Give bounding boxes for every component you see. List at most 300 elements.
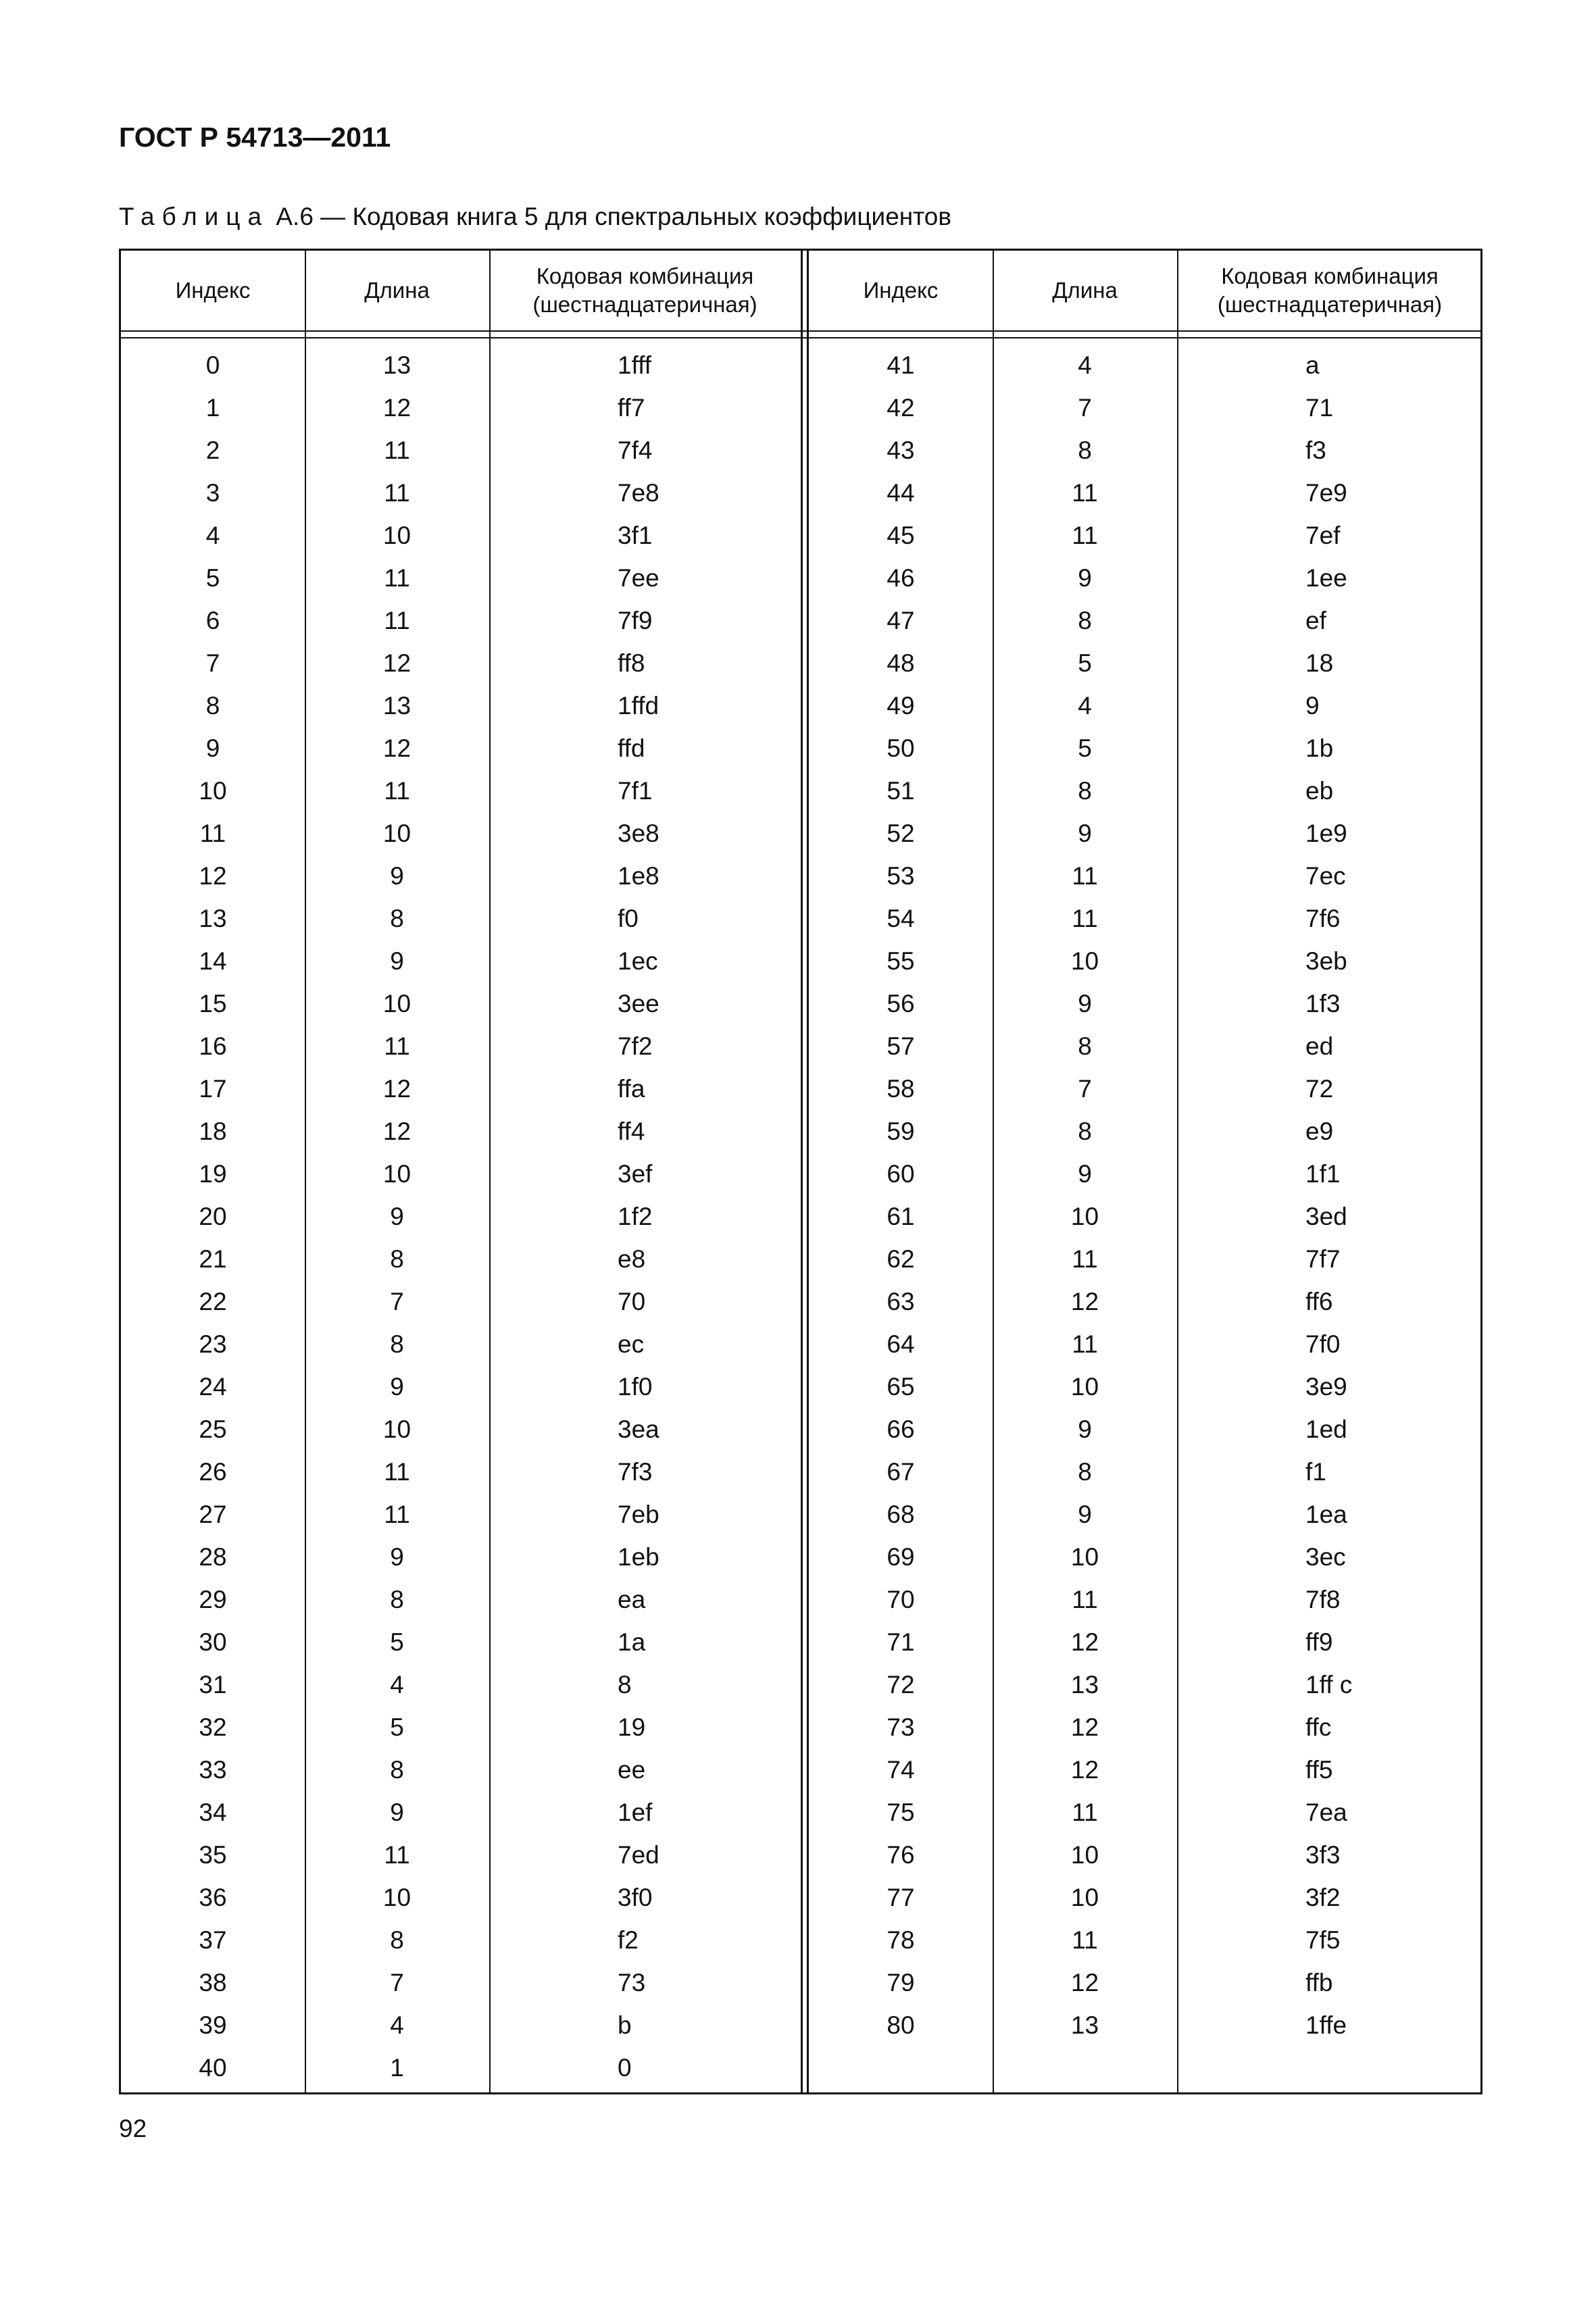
cell-code: ed (1305, 1032, 1334, 1060)
table-row (121, 1323, 802, 1365)
cell-code: b (618, 2011, 632, 2039)
cell-length: 7 (1078, 394, 1092, 422)
cell-code: ff9 (1305, 1628, 1333, 1656)
table-row (809, 472, 1480, 514)
cell-code: 7ee (618, 564, 659, 592)
table-row (121, 897, 802, 940)
cell-index: 67 (887, 1458, 915, 1486)
cell-code: 1fff (618, 351, 652, 379)
cell-index: 20 (199, 1203, 227, 1230)
table-row (809, 1536, 1480, 1578)
table-row (121, 1536, 802, 1578)
header-length: Длина (364, 278, 430, 303)
table-row (121, 1408, 802, 1451)
cell-index: 29 (199, 1586, 227, 1613)
cell-length: 7 (1078, 1075, 1092, 1103)
cell-index: 10 (199, 777, 227, 805)
cell-code: f0 (618, 905, 639, 932)
cell-length: 13 (382, 351, 412, 379)
cell-index: 1 (205, 394, 220, 422)
table-row (809, 770, 1480, 812)
cell-length: 1 (390, 2054, 404, 2082)
cell-code: 7f9 (618, 607, 653, 634)
cell-length: 12 (1070, 1288, 1099, 1315)
cell-code: 7ed (618, 1841, 659, 1869)
table-row (809, 1067, 1480, 1110)
cell-code: 8 (618, 1671, 632, 1699)
cell-index: 39 (199, 2011, 227, 2039)
cell-code: 1ec (618, 947, 658, 975)
table-row (121, 599, 802, 642)
cell-length: 9 (390, 1373, 404, 1401)
table-row (809, 897, 1480, 940)
cell-code: 3f1 (618, 522, 653, 549)
cell-index: 31 (199, 1671, 227, 1699)
cell-length: 8 (1078, 777, 1092, 805)
cell-index: 36 (199, 1884, 227, 1911)
table-row (121, 855, 802, 897)
cell-length: 10 (382, 1884, 412, 1911)
cell-length: 12 (382, 649, 412, 677)
table-row (809, 1749, 1480, 1791)
cell-code: 7ec (1305, 862, 1346, 890)
cell-length: 9 (1078, 820, 1092, 847)
cell-code: 7eb (618, 1501, 659, 1528)
header-code-line2: (шестнадцатеричная) (1217, 292, 1443, 317)
cell-length: 12 (382, 1075, 412, 1103)
table-row (809, 1280, 1480, 1323)
table-row (121, 514, 802, 557)
cell-length: 7 (390, 1969, 404, 1996)
table-row (809, 1706, 1480, 1749)
cell-index: 24 (199, 1373, 227, 1401)
cell-length: 4 (390, 1671, 404, 1699)
cell-index: 53 (887, 862, 915, 890)
cell-code: 1ea (1305, 1501, 1347, 1528)
cell-code: 1ff c (1305, 1671, 1353, 1699)
cell-length: 9 (1078, 1160, 1092, 1188)
cell-index: 65 (887, 1373, 915, 1401)
cell-index: 63 (887, 1288, 915, 1315)
table-row (809, 1876, 1480, 1919)
cell-length: 8 (1078, 607, 1092, 634)
cell-length: 8 (390, 905, 404, 932)
cell-code: 7ef (1305, 522, 1341, 549)
cell-index: 70 (887, 1586, 915, 1613)
cell-code: 1f3 (1305, 990, 1341, 1017)
cell-code: ee (618, 1756, 646, 1784)
cell-code: ffc (1305, 1713, 1332, 1741)
table-row (121, 1961, 802, 2004)
cell-index: 19 (199, 1160, 227, 1188)
cell-index: 22 (199, 1288, 227, 1315)
cell-code: 1ee (1305, 564, 1347, 592)
cell-length: 11 (1072, 1245, 1098, 1273)
cell-length: 10 (382, 1415, 412, 1443)
cell-code: ff8 (618, 649, 645, 677)
cell-code: 7ea (1305, 1799, 1347, 1826)
cell-index: 11 (199, 820, 226, 847)
table-row (121, 770, 802, 812)
cell-length: 9 (1078, 990, 1092, 1017)
table-row (121, 1493, 802, 1536)
cell-index: 47 (887, 607, 915, 634)
cell-length: 10 (1070, 1884, 1099, 1911)
cell-length: 10 (382, 990, 412, 1017)
table-row (121, 1706, 802, 1749)
cell-code: 19 (618, 1713, 646, 1741)
cell-length: 9 (1078, 1415, 1092, 1443)
table-row (121, 982, 802, 1025)
table-row (809, 2004, 1480, 2046)
table-row (121, 429, 802, 472)
cell-code: 3f0 (618, 1884, 653, 1911)
cell-index: 30 (199, 1628, 227, 1656)
cell-code: 9 (1305, 692, 1320, 720)
cell-index: 71 (887, 1628, 915, 1656)
header-index: Индекс (863, 278, 939, 303)
cell-index: 6 (205, 607, 220, 634)
cell-length: 10 (382, 522, 412, 549)
cell-length: 12 (382, 734, 412, 762)
table-row (121, 386, 802, 429)
cell-index: 4 (205, 522, 220, 549)
table-row (809, 1323, 1480, 1365)
cell-code: ffa (618, 1075, 645, 1103)
cell-index: 26 (199, 1458, 227, 1486)
cell-index: 69 (887, 1543, 915, 1571)
table-row (809, 1791, 1480, 1834)
table-row (121, 684, 802, 727)
cell-index: 12 (199, 862, 227, 890)
cell-code: ff7 (618, 394, 645, 422)
cell-index: 56 (887, 990, 915, 1017)
cell-code: 3ea (618, 1415, 659, 1443)
cell-index: 51 (887, 777, 915, 805)
cell-index: 15 (199, 990, 227, 1017)
table-row (809, 1493, 1480, 1536)
cell-index: 64 (887, 1330, 915, 1358)
cell-length: 11 (1072, 1330, 1098, 1358)
cell-length: 11 (1072, 862, 1098, 890)
cell-code: ff4 (618, 1117, 645, 1145)
cell-index: 37 (199, 1926, 227, 1954)
cell-index: 38 (199, 1969, 227, 1996)
cell-length: 10 (1070, 947, 1099, 975)
cell-index: 23 (199, 1330, 227, 1358)
cell-index: 62 (887, 1245, 915, 1273)
table-row (121, 1280, 802, 1323)
cell-length: 13 (382, 692, 412, 720)
cell-index: 74 (887, 1756, 915, 1784)
cell-length: 9 (1078, 564, 1092, 592)
table-row (809, 1961, 1480, 2004)
cell-index: 33 (199, 1756, 227, 1784)
table-row (121, 2004, 802, 2046)
table-left-half (121, 251, 802, 2092)
caption-text: А.6 — Кодовая книга 5 для спектральных коэффициентов (269, 203, 951, 230)
cell-index: 54 (887, 905, 915, 932)
table-row (121, 344, 802, 386)
table-row (809, 386, 1480, 429)
cell-length: 4 (1078, 351, 1092, 379)
cell-length: 4 (1078, 692, 1092, 720)
cell-index: 60 (887, 1160, 915, 1188)
cell-length: 11 (384, 607, 410, 634)
cell-index: 40 (199, 2054, 227, 2082)
cell-index: 73 (887, 1713, 915, 1741)
cell-code: 7f0 (1305, 1330, 1341, 1358)
table-row (809, 1408, 1480, 1451)
cell-length: 7 (390, 1288, 404, 1315)
table-row (121, 1578, 802, 1621)
cell-index: 5 (205, 564, 220, 592)
header-code-line1: Кодовая комбинация (536, 263, 754, 288)
cell-length: 11 (384, 777, 410, 805)
cell-code: 1f0 (618, 1373, 653, 1401)
cell-index: 42 (887, 394, 915, 422)
cell-index: 7 (205, 649, 220, 677)
table-row (121, 940, 802, 982)
table-row (809, 642, 1480, 684)
cell-index: 13 (199, 905, 227, 932)
table-row (121, 1153, 802, 1195)
cell-index: 46 (887, 564, 915, 592)
table-row (121, 812, 802, 855)
table-row (809, 1621, 1480, 1663)
header-code-line1: Кодовая комбинация (1221, 263, 1439, 288)
cell-length: 10 (382, 1160, 412, 1188)
cell-code: 71 (1305, 394, 1334, 422)
table-caption (119, 203, 951, 231)
cell-length: 5 (1078, 734, 1092, 762)
cell-code: ef (1305, 607, 1326, 634)
cell-length: 9 (390, 1799, 404, 1826)
cell-code: 3e9 (1305, 1373, 1347, 1401)
cell-index: 32 (199, 1713, 227, 1741)
table-row (121, 1876, 802, 1919)
cell-code: ff5 (1305, 1756, 1333, 1784)
cell-code: 7f4 (618, 436, 653, 464)
cell-code: 1a (618, 1628, 646, 1656)
cell-code: 7f1 (618, 777, 653, 805)
cell-length: 10 (1070, 1543, 1099, 1571)
table-row (809, 1578, 1480, 1621)
table-row (809, 1238, 1480, 1280)
cell-length: 5 (1078, 649, 1092, 677)
cell-code: f2 (618, 1926, 639, 1954)
table-row (809, 514, 1480, 557)
table-row (121, 1067, 802, 1110)
cell-length: 8 (1078, 436, 1092, 464)
cell-code: 3f3 (1305, 1841, 1341, 1869)
cell-length: 12 (382, 394, 412, 422)
cell-code: 1b (1305, 734, 1334, 762)
cell-length: 11 (1072, 1926, 1098, 1954)
codebook-table (119, 249, 1482, 2094)
cell-length: 10 (1070, 1203, 1099, 1230)
cell-length: 4 (390, 2011, 404, 2039)
cell-code: 3ef (618, 1160, 653, 1188)
cell-index: 78 (887, 1926, 915, 1954)
table-row (121, 1663, 802, 1706)
cell-length: 9 (390, 1203, 404, 1230)
table-row (121, 1365, 802, 1408)
table-row (809, 1919, 1480, 1961)
table-row (809, 1365, 1480, 1408)
cell-length: 8 (390, 1756, 404, 1784)
cell-length: 11 (384, 1458, 410, 1486)
cell-index: 41 (887, 351, 915, 379)
cell-code: 70 (618, 1288, 646, 1315)
table-row (121, 642, 802, 684)
cell-code: 0 (618, 2054, 632, 2082)
cell-length: 10 (1070, 1841, 1099, 1869)
cell-index: 75 (887, 1799, 915, 1826)
cell-code: 1f1 (1305, 1160, 1341, 1188)
cell-length: 11 (1072, 479, 1098, 507)
cell-index: 57 (887, 1032, 915, 1060)
cell-length: 8 (390, 1330, 404, 1358)
page-number: 92 (119, 2115, 147, 2142)
cell-index: 28 (199, 1543, 227, 1571)
cell-code: 7f3 (618, 1458, 653, 1486)
table-row (809, 429, 1480, 472)
cell-code: 1eb (618, 1543, 659, 1571)
table-row (121, 1025, 802, 1067)
cell-length: 9 (1078, 1501, 1092, 1528)
table-row (121, 1834, 802, 1876)
cell-code: 1e9 (1305, 820, 1347, 847)
cell-index: 9 (205, 734, 220, 762)
cell-index: 48 (887, 649, 915, 677)
header-length: Длина (1052, 278, 1118, 303)
cell-length: 9 (390, 862, 404, 890)
cell-code: 73 (618, 1969, 646, 1996)
table-row (121, 472, 802, 514)
cell-index: 66 (887, 1415, 915, 1443)
cell-length: 10 (382, 820, 412, 847)
cell-length: 11 (1072, 1799, 1098, 1826)
cell-index: 44 (887, 479, 915, 507)
cell-code: 1ffe (1305, 2011, 1347, 2039)
cell-length: 5 (390, 1628, 404, 1656)
cell-length: 8 (390, 1926, 404, 1954)
cell-code: ff6 (1305, 1288, 1333, 1315)
table-row (809, 1195, 1480, 1238)
cell-index: 3 (205, 479, 220, 507)
cell-length: 9 (390, 1543, 404, 1571)
cell-index: 0 (205, 351, 220, 379)
cell-length: 12 (1070, 1756, 1099, 1784)
cell-index: 8 (205, 692, 220, 720)
cell-length: 5 (390, 1713, 404, 1741)
table-row (809, 344, 1480, 386)
table-row (121, 1791, 802, 1834)
table-row (121, 557, 802, 599)
table-row (809, 1110, 1480, 1153)
cell-index: 17 (199, 1075, 227, 1103)
cell-length: 12 (382, 1117, 412, 1145)
cell-index: 50 (887, 734, 915, 762)
cell-code: 7f6 (1305, 905, 1341, 932)
cell-length: 8 (1078, 1032, 1092, 1060)
table-right-half (809, 251, 1480, 2092)
cell-index: 49 (887, 692, 915, 720)
cell-length: 11 (384, 1032, 410, 1060)
cell-index: 80 (887, 2011, 915, 2039)
cell-code: eb (1305, 777, 1334, 805)
caption-prefix: Таблица (119, 203, 270, 230)
cell-code: 3ed (1305, 1203, 1347, 1230)
document-code: ГОСТ Р 54713—2011 (119, 122, 391, 153)
cell-index: 45 (887, 522, 915, 549)
cell-length: 11 (384, 564, 410, 592)
cell-code: f1 (1305, 1458, 1326, 1486)
cell-index: 25 (199, 1415, 227, 1443)
cell-index: 68 (887, 1501, 915, 1528)
table-row (809, 1451, 1480, 1493)
cell-code: 1ed (1305, 1415, 1347, 1443)
table-row (809, 940, 1480, 982)
cell-code: 3eb (1305, 947, 1347, 975)
table-row (121, 1110, 802, 1153)
cell-length: 12 (1070, 1969, 1099, 1996)
cell-code: 18 (1305, 649, 1334, 677)
header-code-line2: (шестнадцатеричная) (532, 292, 757, 317)
cell-index: 21 (199, 1245, 227, 1273)
cell-length: 8 (390, 1245, 404, 1273)
cell-code: ea (618, 1586, 646, 1613)
cell-length: 11 (384, 1841, 410, 1869)
cell-index: 34 (199, 1799, 227, 1826)
table-row (809, 557, 1480, 599)
cell-code: a (1305, 351, 1320, 379)
table-row (809, 1834, 1480, 1876)
cell-code: 3ec (1305, 1543, 1346, 1571)
cell-index: 76 (887, 1841, 915, 1869)
cell-index: 79 (887, 1969, 915, 1996)
table-row (809, 1663, 1480, 1706)
cell-length: 13 (1070, 1671, 1099, 1699)
table-row (121, 1749, 802, 1791)
cell-index: 43 (887, 436, 915, 464)
cell-index: 58 (887, 1075, 915, 1103)
cell-code: f3 (1305, 436, 1326, 464)
cell-length: 11 (384, 1501, 410, 1528)
cell-length: 11 (384, 436, 410, 464)
table-row (809, 855, 1480, 897)
cell-code: 7f2 (618, 1032, 653, 1060)
cell-index: 55 (887, 947, 915, 975)
cell-code: 1ffd (618, 692, 659, 720)
cell-length: 8 (1078, 1117, 1092, 1145)
cell-code: ec (618, 1330, 645, 1358)
cell-code: 3e8 (618, 820, 659, 847)
cell-index: 18 (199, 1117, 227, 1145)
table-row (809, 982, 1480, 1025)
table-row (121, 1621, 802, 1663)
cell-code: 7f5 (1305, 1926, 1341, 1954)
table-row (121, 727, 802, 770)
table-row (809, 684, 1480, 727)
cell-code: 7f7 (1305, 1245, 1341, 1273)
table-row (121, 2046, 802, 2089)
cell-code: ffd (618, 734, 645, 762)
cell-code: 7e8 (618, 479, 659, 507)
cell-code: e8 (618, 1245, 646, 1273)
cell-code: 1e8 (618, 862, 659, 890)
